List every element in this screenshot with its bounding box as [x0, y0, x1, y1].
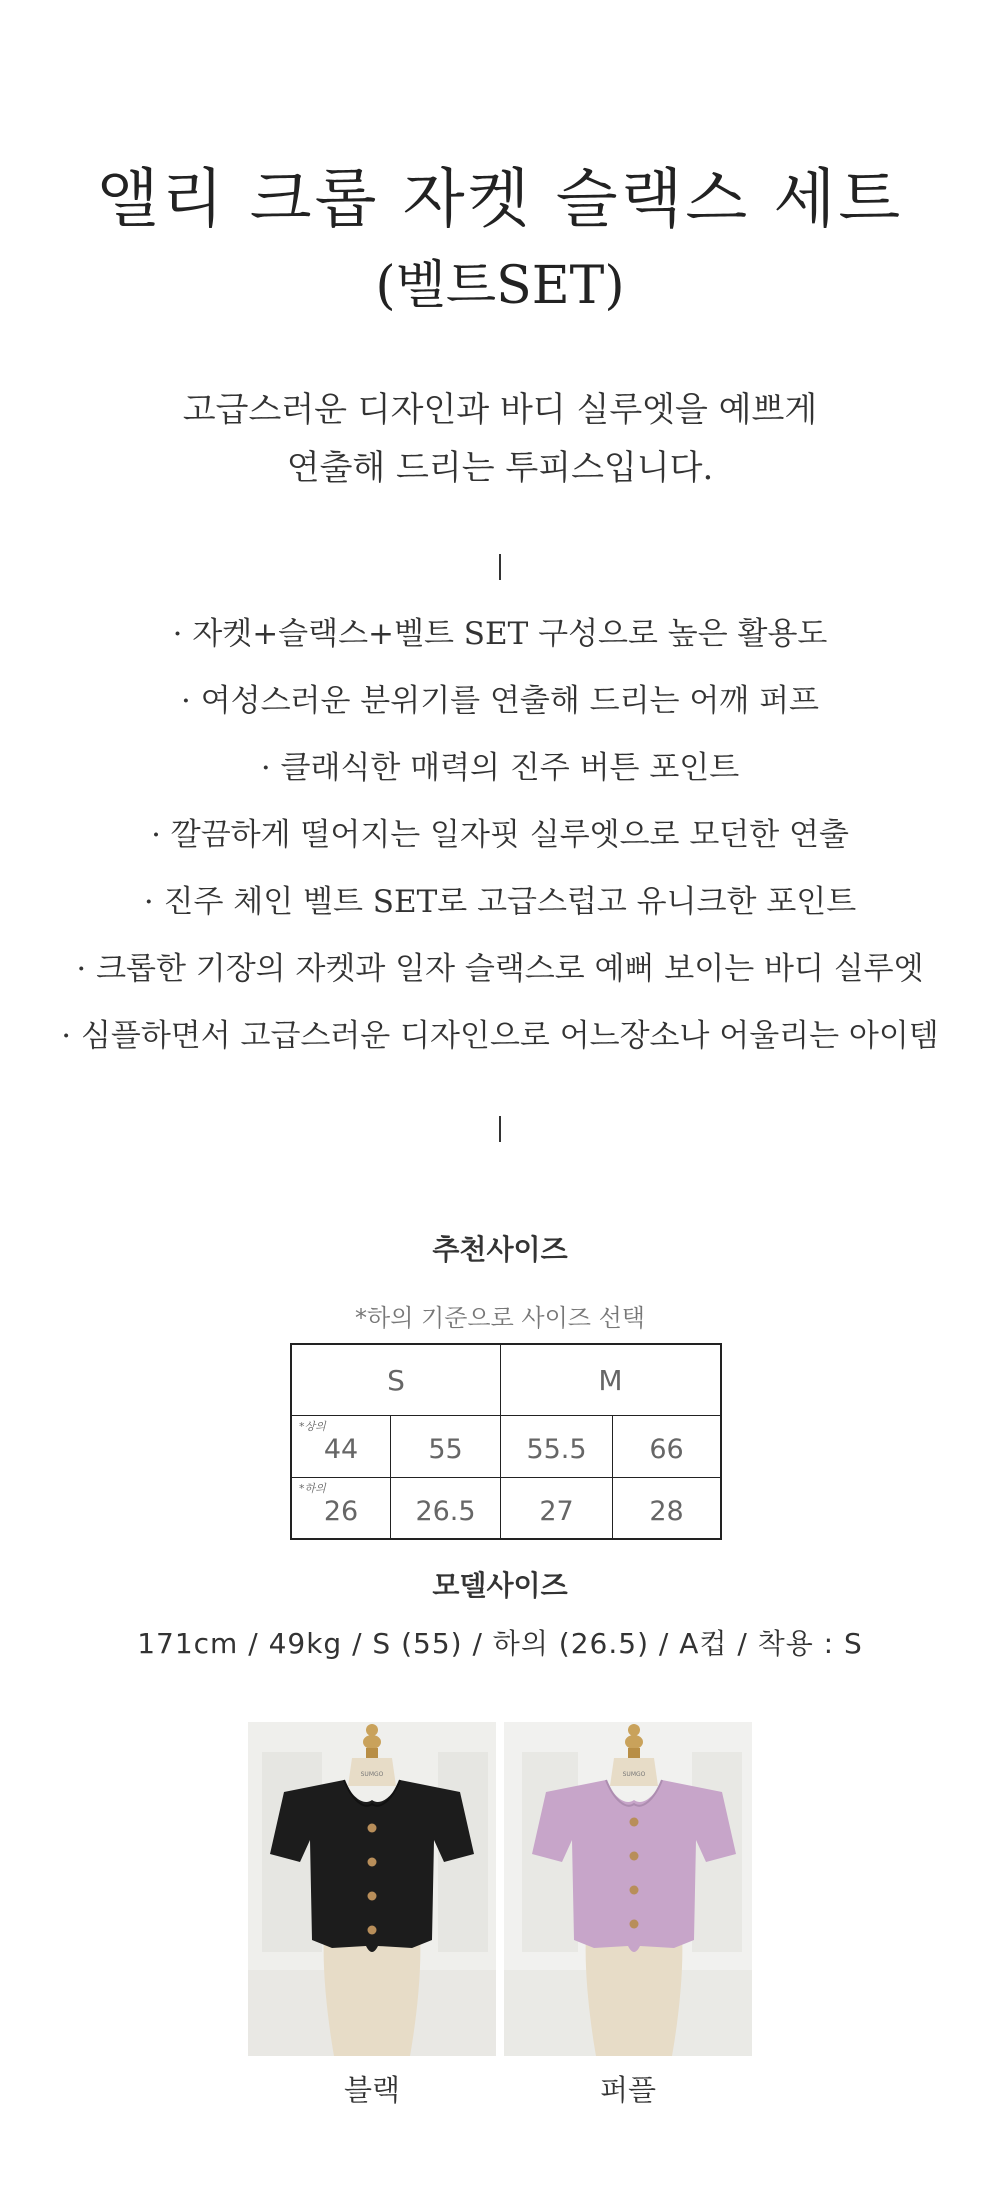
bottom-size-cell: 26.5	[415, 1495, 476, 1527]
top-size-cell: 44	[323, 1434, 359, 1465]
model-size-title: 모델사이즈	[432, 1569, 568, 1602]
intro-line-1: 고급스러운 디자인과 바디 실루엣을 예쁘게	[182, 390, 818, 430]
feature-item: · 크롭한 기장의 자켓과 일자 슬랙스로 예뻐 보이는 바디 실루엣	[76, 951, 924, 987]
mannequin-tag: SUMGO	[360, 1771, 384, 1778]
feature-item: · 클래식한 매력의 진주 버튼 포인트	[260, 750, 740, 786]
color-label-black: 블랙	[343, 2073, 401, 2107]
feature-item: · 깔끔하게 떨어지는 일자핏 실루엣으로 모던한 연출	[151, 817, 849, 853]
product-photo-black	[248, 1722, 496, 2056]
feature-item: · 자켓+슬랙스+벨트 SET 구성으로 높은 활용도	[172, 616, 828, 652]
bottom-row-label: *하의	[299, 1482, 326, 1495]
product-subtitle: (벨트SET)	[375, 256, 625, 316]
mannequin-tag: SUMGO	[622, 1771, 646, 1778]
top-size-cell: 66	[649, 1434, 684, 1465]
bottom-size-cell: 26	[323, 1495, 359, 1527]
size-header-m: M	[598, 1363, 623, 1397]
divider-bar	[499, 554, 501, 580]
color-label-purple: 퍼플	[599, 2073, 657, 2107]
size-header-s: S	[387, 1363, 405, 1397]
bottom-size-cell: 27	[539, 1495, 574, 1527]
top-size-cell: 55.5	[526, 1434, 587, 1465]
recommended-size-title: 추천사이즈	[432, 1233, 568, 1266]
top-size-cell: 55	[428, 1434, 463, 1465]
size-note: *하의 기준으로 사이즈 선택	[355, 1304, 645, 1332]
model-spec: 171cm / 49kg / S (55) / 하의 (26.5) / A컵 / 착용 : S	[137, 1627, 863, 1660]
bottom-size-cell: 28	[649, 1495, 684, 1527]
feature-item: · 심플하면서 고급스러운 디자인으로 어느장소나 어울리는 아이템	[61, 1018, 939, 1054]
intro-line-2: 연출해 드리는 투피스입니다.	[286, 448, 714, 488]
product-photo-purple	[504, 1722, 752, 2056]
feature-item: · 여성스러운 분위기를 연출해 드리는 어깨 퍼프	[181, 683, 819, 719]
mannequin-jacket-purple	[504, 1722, 752, 2056]
divider-bar	[499, 1116, 501, 1142]
feature-item: · 진주 체인 벨트 SET로 고급스럽고 유니크한 포인트	[143, 884, 857, 920]
product-title: 앨리 크롭 자켓 슬랙스 세트	[96, 163, 904, 237]
size-table	[290, 1343, 722, 1540]
mannequin-jacket-black	[248, 1722, 496, 2056]
top-row-label: *상의	[299, 1420, 326, 1433]
